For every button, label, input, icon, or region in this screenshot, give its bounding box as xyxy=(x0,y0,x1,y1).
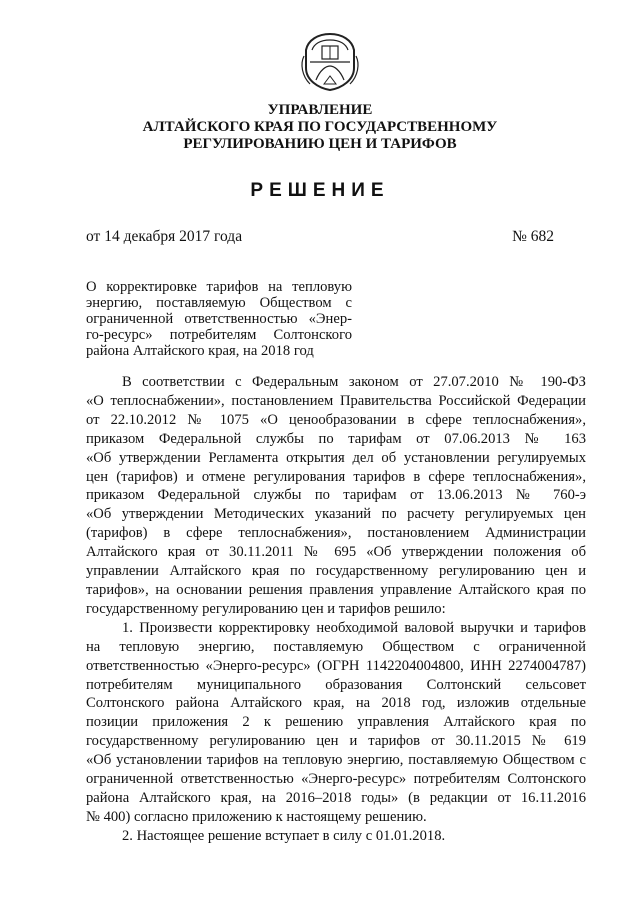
body-line: управлении Алтайского края по государственному регулированию цен и xyxy=(86,563,586,580)
body-line: ограниченной ответственностью «Энерго-ресурс» потребителям Солтонского xyxy=(86,771,586,788)
agency-line-3: РЕГУЛИРОВАНИЮ ЦЕН И ТАРИФОВ xyxy=(183,136,457,152)
body-line: «О теплоснабжении», постановлением Правительства Российской Федерации xyxy=(86,392,586,409)
body-line: ответственностью «Энерго-ресурс» (ОГРН 1142204004800, ИНН 2274004787) xyxy=(86,657,586,674)
body-line: В соответствии с Федеральным законом от 27.07.2010 № 190-ФЗ xyxy=(122,374,586,390)
body-line: № 400) согласно приложению к настоящему решению. xyxy=(86,808,427,825)
body-line: тарифов», на основании решения правления управление Алтайского края по xyxy=(86,581,586,598)
body-line: потребителям муниципального образования Солтонский сельсовет xyxy=(86,676,586,693)
subject-line: района Алтайского края, на 2018 год xyxy=(86,343,314,359)
body-line: Алтайского края от 30.11.2011 № 695 «Об утверждении положения об xyxy=(86,544,586,561)
document-title: РЕШЕНИЕ xyxy=(250,180,390,201)
body-line: (тарифов) в сфере теплоснабжения», постановлением Администрации xyxy=(86,525,586,542)
coat-of-arms-emblem-icon xyxy=(298,30,362,94)
body-line: приказом Федеральной службы по тарифам от 13.06.2013 № 760-э xyxy=(86,487,586,504)
body-line: «Об утверждении Методических указаний по расчету регулируемых цен xyxy=(86,506,586,523)
document-date: от 14 декабря 2017 года xyxy=(86,228,243,245)
body-line: государственному регулированию цен и тарифов решило: xyxy=(86,600,446,617)
body-line: государственному регулированию цен и тарифов от 30.11.2015 № 619 xyxy=(86,733,586,750)
subject-line: го-ресурс» потребителям Солтонского xyxy=(86,327,352,343)
agency-line-2: АЛТАЙСКОГО КРАЯ ПО ГОСУДАРСТВЕННОМУ xyxy=(142,119,498,135)
subject-line: О корректировке тарифов на тепловую xyxy=(86,279,352,295)
agency-header xyxy=(0,102,640,153)
agency-line-1: УПРАВЛЕНИЕ xyxy=(267,102,373,118)
body-line: Солтонского района Алтайского края, на 2018 год, изложив отдельные xyxy=(86,695,586,712)
subject-line: ограниченной ответственностью «Энер- xyxy=(86,311,352,327)
body-line: цен (тарифов) и отмене регулирования тарифов в сфере теплоснабжения», xyxy=(86,468,586,485)
body-line: 2. Настоящее решение вступает в силу с 01.01.2018. xyxy=(122,827,446,844)
body-line: «Об утверждении Регламента открытия дел об установлении регулируемых xyxy=(86,449,586,466)
document-body xyxy=(86,373,586,846)
subject-line: энергию, поставляемую Обществом с xyxy=(86,295,352,311)
body-line: приказом Федеральной службы по тарифам от 07.06.2013 № 163 xyxy=(86,430,586,447)
document-subject xyxy=(86,279,352,359)
body-line: 1. Произвести корректировку необходимой валовой выручки и тарифов xyxy=(122,619,586,636)
body-line: на тепловую энергию, поставляемую Обществом с ограниченной xyxy=(86,638,586,655)
body-line: района Алтайского края, на 2016–2018 годы» (в редакции от 16.11.2016 xyxy=(86,789,586,806)
body-line: позиции приложения 2 к решению управления Алтайского края по xyxy=(86,714,586,731)
body-line: от 22.10.2012 № 1075 «О ценообразовании в сфере теплоснабжения», xyxy=(86,411,586,428)
body-line: «Об установлении тарифов на тепловую энергию, поставляемую Обществом с xyxy=(86,752,586,769)
document-number: № 682 xyxy=(512,228,554,245)
